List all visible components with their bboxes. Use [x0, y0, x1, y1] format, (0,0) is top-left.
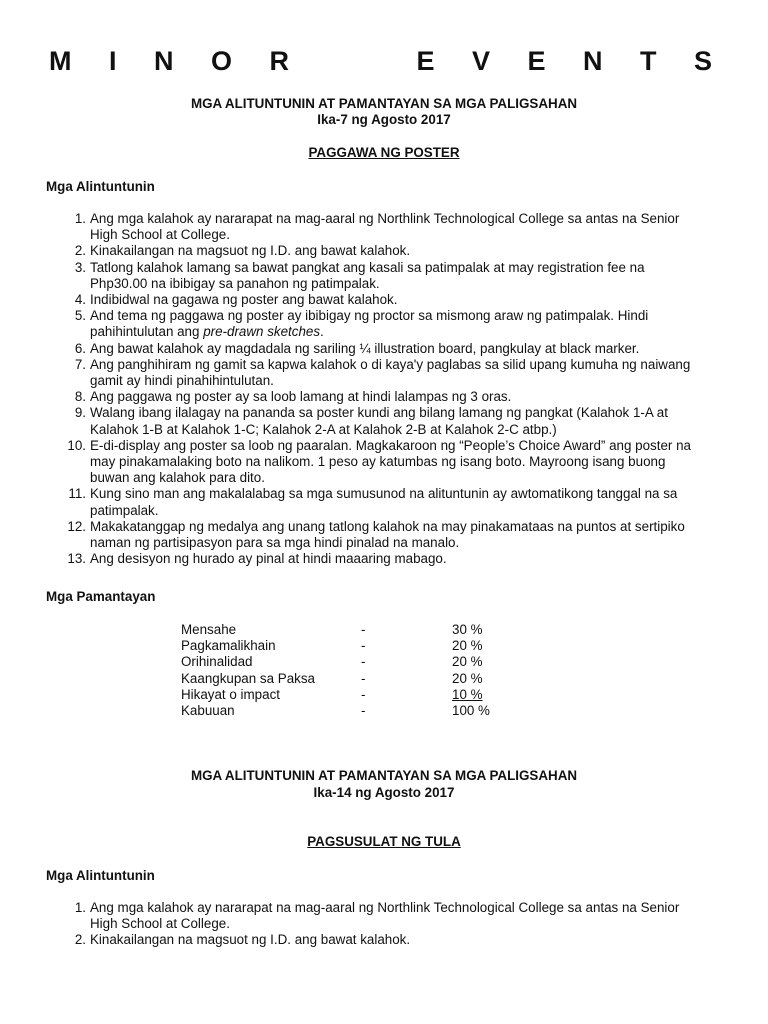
- list-item: [46, 486, 723, 518]
- list-item-text: Indibidwal na gagawa ng poster ang bawat kalahok.: [90, 292, 398, 308]
- list-item-text: Kung sino man ang makalalabag sa mga sumusunod na alituntunin ay awtomatikong tanggal na sa patimpalak.: [90, 486, 678, 518]
- criteria-row: [181, 622, 532, 638]
- list-item-text: Ang paggawa ng poster ay sa loob lamang at hindi lalampas ng 3 oras.: [90, 389, 512, 405]
- criteria-name: Hikayat o impact: [181, 686, 280, 702]
- criteria-row: [181, 638, 532, 654]
- list-item-number: 1.: [74, 211, 86, 226]
- list-item: [46, 438, 723, 487]
- list-item-text: Tatlong kalahok lamang sa bawat pangkat ang kasali sa patimpalak at may registration fee na Php30.00 na ibibigay sa panahon ng patimpalak.: [90, 259, 645, 291]
- criteria-dash: -: [361, 638, 366, 654]
- event1-rules-list: [46, 211, 723, 567]
- criteria-row: [181, 703, 532, 719]
- list-item: [46, 551, 723, 567]
- page-title: M I N O R E V E N T S: [48, 46, 728, 76]
- list-item: [46, 260, 723, 292]
- criteria-dash: -: [361, 670, 366, 686]
- list-item-number: 12.: [67, 518, 86, 534]
- list-item-number: 1.: [74, 900, 86, 915]
- list-item: [46, 243, 723, 259]
- event2-rules-list: [46, 900, 723, 949]
- list-item: [46, 900, 723, 932]
- criteria-name: Pagkamalikhain: [181, 638, 276, 654]
- list-item-number: 5.: [74, 308, 86, 324]
- criteria-percent: 20 %: [452, 670, 483, 686]
- event2-date: Ika-14 ng Agosto 2017: [313, 785, 455, 800]
- criteria-dash: -: [361, 654, 366, 670]
- criteria-name: Mensahe: [181, 622, 237, 637]
- list-item-number: 7.: [74, 356, 86, 372]
- criteria-name: Orihinalidad: [181, 654, 253, 670]
- list-item: [46, 519, 723, 551]
- criteria-row: [181, 654, 532, 670]
- criteria-dash: -: [361, 622, 366, 637]
- list-item-text: Ang mga kalahok ay nararapat na mag-aaral ng Northlink Technological College sa antas na Senior High School at College.: [90, 900, 680, 932]
- list-item-number: 13.: [67, 551, 86, 567]
- event2-section-title: PAGSUSULAT NG TULA: [307, 834, 461, 849]
- criteria-table: [181, 622, 532, 719]
- event1-heading: MGA ALITUNTUNIN AT PAMANTAYAN SA MGA PALIGSAHAN: [190, 96, 578, 111]
- criteria-row: [181, 671, 532, 687]
- event1-rules-heading: Mga Alintuntunin: [46, 179, 155, 194]
- event2-section-wrap: [0, 834, 768, 850]
- list-item-number: 4.: [74, 292, 86, 308]
- list-item-text: E-di-display ang poster sa loob ng paaralan. Magkakaroon ng “People’s Choice Award” ang poster na may pinakamalaking boto na nalikom. 1 peso ay katumbas ng isang boto. Mayroong isang buong buwan ang kalahok para dito.: [90, 437, 691, 486]
- list-item-text: Walang ibang ilalagay na pananda sa poster kundi ang bilang lamang ng pangkat (Kalahok 1-A at Kalahok 1-B at Kalahok 1-C; Kalahok 2-A at Kalahok 2-B at Kalahok 2-C atbp.): [90, 405, 668, 437]
- list-item-text: Ang desisyon ng hurado ay pinal at hindi maaaring mabago.: [90, 551, 447, 567]
- event1-criteria-heading: Mga Pamantayan: [46, 589, 156, 604]
- criteria-dash: -: [361, 686, 366, 702]
- list-item-number: 2.: [74, 932, 86, 948]
- list-item-number: 9.: [74, 405, 86, 421]
- list-item: [46, 405, 723, 437]
- list-item: [46, 357, 723, 389]
- list-item-text: Kinakailangan na magsuot ng I.D. ang bawat kalahok.: [90, 243, 411, 259]
- criteria-percent: 10 %: [452, 686, 483, 702]
- list-item-number: 8.: [74, 389, 86, 405]
- list-item-number: 11.: [68, 486, 86, 502]
- list-item-text: And tema ng paggawa ng poster ay ibibigay ng proctor sa mismong araw ng patimpalak. Hindi pahihintulutan ang pre-drawn sketches.: [90, 308, 649, 340]
- criteria-percent: 20 %: [452, 638, 483, 654]
- list-item-number: 6.: [74, 340, 86, 356]
- list-item: [46, 292, 723, 308]
- event1-date: Ika-7 ng Agosto 2017: [317, 112, 451, 127]
- list-item: [46, 211, 723, 243]
- criteria-percent: 20 %: [452, 654, 483, 670]
- list-item-number: 10.: [67, 437, 86, 453]
- list-item-text: Makakatanggap ng medalya ang unang tatlong kalahok na may pinakamataas na puntos at sertipiko naman ng partisipasyon para sa mga hindi pinalad na manalo.: [90, 518, 685, 551]
- criteria-percent: 100 %: [452, 703, 490, 719]
- list-item: [46, 389, 723, 405]
- list-item-number: 2.: [74, 243, 86, 259]
- event2-rules-heading: Mga Alintuntunin: [46, 868, 155, 883]
- event2-heading: MGA ALITUNTUNIN AT PAMANTAYAN SA MGA PALIGSAHAN: [190, 768, 578, 783]
- list-item-text: Ang mga kalahok ay nararapat na mag-aaral ng Northlink Technological College sa antas na Senior High School at College.: [90, 211, 680, 243]
- criteria-dash: -: [361, 703, 366, 719]
- list-item: [46, 932, 723, 948]
- criteria-name: Kaangkupan sa Paksa: [181, 670, 316, 686]
- list-item: [46, 341, 723, 357]
- list-item: [46, 308, 723, 340]
- list-item-text: Ang bawat kalahok ay magdadala ng sariling ¼ illustration board, pangkulay at black marker.: [90, 340, 640, 356]
- list-item-number: 3.: [74, 259, 86, 275]
- criteria-percent: 30 %: [452, 622, 483, 637]
- list-item-text: Ang panghihiram ng gamit sa kapwa kalahok o di kaya'y paglabas sa silid upang kumuha ng naiwang gamit ay hindi pinahihintulutan.: [90, 356, 691, 389]
- event1-section-title: PAGGAWA NG POSTER: [308, 145, 460, 160]
- criteria-row: [181, 687, 532, 703]
- list-item-text: Kinakailangan na magsuot ng I.D. ang bawat kalahok.: [90, 932, 411, 948]
- event1-section-wrap: [0, 145, 768, 161]
- criteria-name: Kabuuan: [181, 703, 235, 719]
